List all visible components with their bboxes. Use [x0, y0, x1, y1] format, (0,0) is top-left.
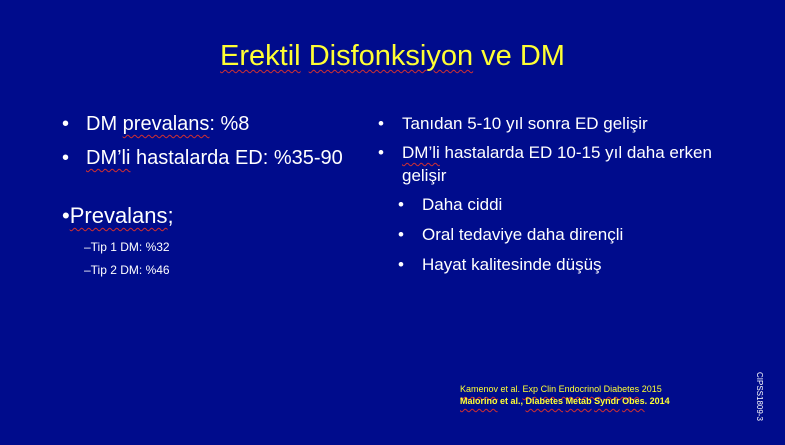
ref-text: . 2014: [644, 396, 670, 406]
list-item: • Hayat kalitesinde düşüş: [378, 253, 738, 276]
ref-text: Maiorino: [460, 396, 498, 406]
bullet-onset: • Tanıdan 5-10 yıl sonra ED gelişir: [378, 112, 738, 135]
ref-text: Kamenov: [460, 384, 499, 394]
bullet-text: : %8: [209, 113, 250, 135]
bullet-text: hastalarda ED: %35-90: [130, 147, 343, 169]
bullet-text: DM: [86, 113, 123, 135]
ref-text: Clin: [540, 384, 557, 394]
prevalence-heading-text: ;: [167, 203, 174, 228]
reference-2: [460, 395, 670, 407]
prevalence-sub-list: [84, 236, 170, 282]
bullet-text: hastalarda ED 10-15 yıl daha erken gelişir: [402, 143, 712, 185]
bullet-text: DM’li: [86, 147, 131, 169]
slide-title: [0, 40, 785, 73]
prevalence-heading-text: Prevalans: [69, 203, 168, 228]
list-item: • Daha ciddi: [378, 193, 738, 216]
list-item: –Tip 2 DM: %46: [84, 263, 170, 277]
ref-text: Metab: [565, 396, 592, 406]
title-word-1: Erektil: [220, 40, 301, 72]
bullet-text: DM’li: [402, 143, 440, 162]
bullet-earlier: [378, 141, 738, 187]
right-column: [378, 112, 738, 283]
references: [460, 383, 670, 407]
list-item: –Tip 1 DM: %32: [84, 240, 170, 254]
prevalence-heading: •Prevalans;: [62, 203, 174, 228]
bullet-text: prevalans: [122, 113, 210, 135]
ref-text: Endocrinol: [558, 384, 602, 394]
list-item: • Oral tedaviye daha dirençli: [378, 223, 738, 246]
title-word-2: Disfonksiyon: [308, 40, 474, 72]
left-column: [62, 112, 382, 180]
ref-text: et al.: [498, 384, 523, 394]
ref-text: 2015: [639, 384, 662, 394]
ref-text: Diabetes: [603, 384, 640, 394]
title-word-3: ve DM: [481, 40, 565, 72]
ref-text: Syndr: [594, 396, 620, 406]
vertical-code: CIPSS1809-3: [755, 372, 764, 421]
ref-text: Exp: [522, 384, 539, 394]
reference-1: [460, 383, 670, 395]
bullet-prevalence: [62, 112, 382, 136]
bullet-ed-rate: [62, 146, 382, 170]
ref-text: Diabetes: [525, 396, 564, 406]
ref-text: Obes: [622, 396, 645, 406]
ref-text: et al.,: [497, 396, 526, 406]
